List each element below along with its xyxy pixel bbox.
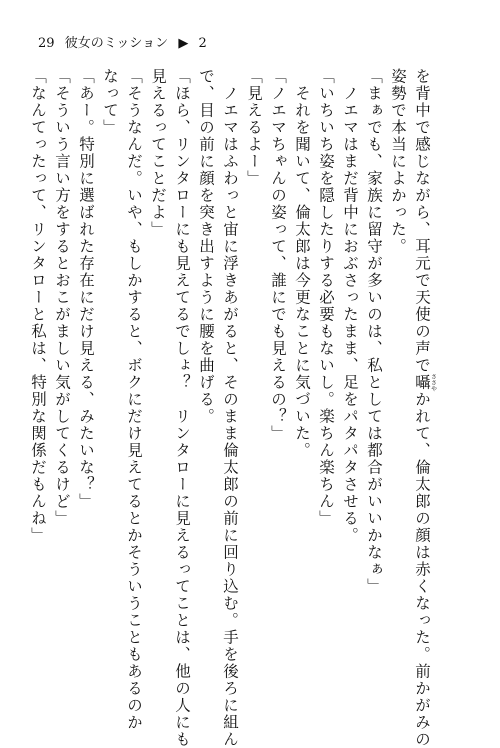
text-column: で、目の前に顔を突き出すように腰を曲げる。	[197, 68, 215, 425]
running-header	[38, 36, 213, 52]
text-column: ノエマはふわっと宙に浮きあがると、そのまま倫太郎の前に回り込む。手を後ろに組ん	[221, 68, 239, 748]
text-column: 「ほら、リンタローにも見えてるでしょ？ リンタローに見えるってことは、他の人にも	[173, 68, 191, 748]
text-column: 「なんてったって、リンタローと私は、特別な関係だもんね」	[29, 68, 47, 544]
text-column: それを聞いて、倫太郎は今更なことに気づいた。	[293, 68, 311, 459]
chapter-number: 2	[198, 36, 207, 51]
text-column: 「あー。特別に選ばれた存在にだけ見える、みたいな？」	[77, 68, 95, 510]
text-column: 姿勢で本当によかった。	[389, 68, 407, 255]
text-column: ノエマはまだ背中におぶさったまま、足をパタパタさせる。	[341, 68, 359, 544]
text-column: 「いちいち姿を隠したりする必要もないし。楽ちん楽ちん」	[317, 68, 335, 527]
text-column: 見えるってことだよ」	[149, 68, 167, 238]
book-title: 彼女のミッション	[64, 36, 169, 51]
text-column: なって」	[101, 68, 119, 136]
text-column: 「そういう言い方をするとおこがましい気がしてくるけど」	[53, 68, 71, 527]
text-column: 「まぁでも、家族に留守が多いのは、私としては都合がいいかなぁ」	[365, 68, 383, 595]
chapter-arrow-icon: ▶	[178, 36, 189, 51]
text-column: 「そうなんだ。いや、もしかすると、ボクにだけ見えてるとかそういうこともあるのか	[125, 68, 143, 731]
text-column: 「ノエマちゃんの姿って、誰にでも見えるの？」	[269, 68, 287, 442]
page-number: 29	[38, 36, 55, 51]
text-column: を背中で感じながら、耳元で天使の声で囁ささやかれて、倫太郎の顔は赤くなった。前かがみの	[413, 68, 437, 748]
text-column: 「見えるよー」	[245, 68, 263, 187]
